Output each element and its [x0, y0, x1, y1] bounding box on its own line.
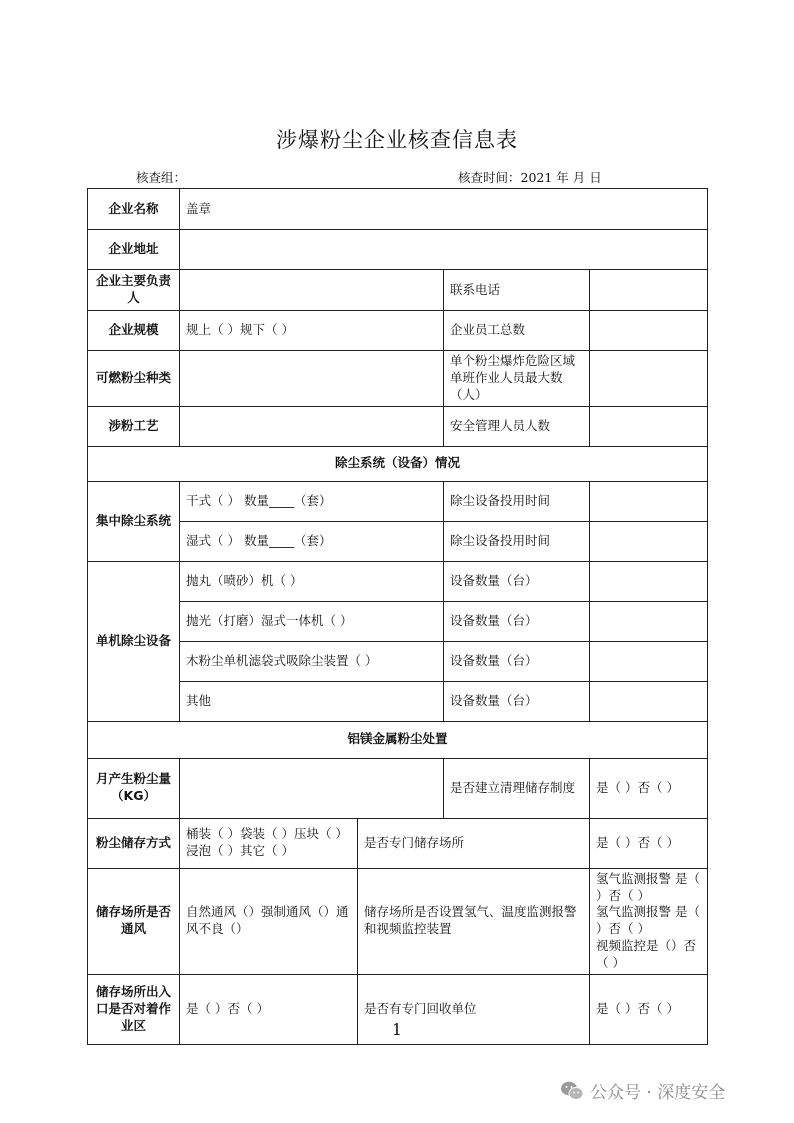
company-address-label: 企业地址	[88, 230, 180, 270]
recycling-unit-label: 是否有专门回收单位	[358, 974, 590, 1044]
single-equipment-label: 单机除尘设备	[88, 561, 180, 721]
central-system-label: 集中除尘系统	[88, 481, 180, 561]
form-title: 涉爆粉尘企业核查信息表	[276, 128, 518, 152]
inspection-group: 核查组：	[136, 170, 187, 185]
dust-type-label: 可燃粉尘种类	[88, 351, 180, 407]
company-address-value[interactable]	[180, 230, 708, 270]
single-count-value[interactable]	[590, 561, 708, 601]
table-row	[88, 561, 708, 601]
table-row	[88, 641, 708, 681]
safety-staff-value[interactable]	[590, 406, 708, 446]
table-row	[88, 446, 708, 481]
process-value[interactable]	[180, 406, 444, 446]
single-item-wood-dust[interactable]: 木粉尘单机滤袋式吸除尘装置（ ）	[180, 641, 444, 681]
central-dry-time-value[interactable]	[590, 481, 708, 521]
cleaning-system-answer[interactable]: 是（ ）否（ ）	[590, 758, 708, 818]
table-row	[88, 481, 708, 521]
central-dry-time-label: 除尘设备投用时间	[444, 481, 590, 521]
ventilation-label: 储存场所是否通风	[88, 868, 180, 974]
process-label: 涉粉工艺	[88, 406, 180, 446]
hydrogen-alarm-answer[interactable]: 氢气监测报警 是（ ）否（ ）	[596, 870, 700, 903]
employee-total-label: 企业员工总数	[444, 311, 590, 351]
monthly-dust-value[interactable]	[180, 758, 444, 818]
phone-label: 联系电话	[444, 270, 590, 311]
table-row	[88, 230, 708, 270]
single-item-polishing[interactable]: 抛光（打磨）湿式一体机（ ）	[180, 601, 444, 641]
watermark	[560, 1078, 725, 1103]
storage-method-options[interactable]: 桶装（ ）袋装（ ）压块（ ）浸泡（ ）其它（ ）	[180, 818, 358, 868]
monthly-dust-label: 月产生粉尘量（KG）	[88, 758, 180, 818]
dust-system-section-header: 除尘系统（设备）情况	[88, 446, 708, 481]
company-name-value[interactable]: 盖章	[180, 189, 708, 230]
metal-dust-section-header: 铝镁金属粉尘处置	[88, 721, 708, 758]
hydrogen-alarm-answer[interactable]: 氢气监测报警 是（ ）否（ ）	[596, 904, 700, 937]
table-row	[88, 406, 708, 446]
table-row	[88, 681, 708, 721]
scale-value[interactable]: 规上（ ）规下（ ）	[180, 311, 444, 351]
info-table	[87, 188, 708, 1045]
page-number: 1	[391, 1020, 403, 1039]
single-count-label: 设备数量（台）	[444, 561, 590, 601]
table-row	[88, 311, 708, 351]
single-item-other[interactable]: 其他	[180, 681, 444, 721]
table-row	[88, 601, 708, 641]
table-row	[88, 868, 708, 974]
wechat-icon	[560, 1080, 584, 1102]
dust-type-value[interactable]	[180, 351, 444, 407]
monitoring-label: 储存场所是否设置氢气、温度监测报警和视频监控装置	[358, 868, 590, 974]
watermark-text: 公众号 · 深度安全	[590, 1083, 726, 1103]
single-count-value[interactable]	[590, 601, 708, 641]
entrance-facing-answer[interactable]: 是（ ）否（ ）	[180, 974, 358, 1044]
video-monitor-answer[interactable]: 视频监控是（）否（ ）	[596, 938, 697, 970]
single-count-value[interactable]	[590, 641, 708, 681]
table-row	[88, 758, 708, 818]
table-row	[88, 351, 708, 407]
inspection-time: 核查时间：2021 年 月 日	[458, 170, 602, 185]
table-row	[88, 189, 708, 230]
single-count-label: 设备数量（台）	[444, 641, 590, 681]
table-row	[88, 721, 708, 758]
principal-value[interactable]	[180, 270, 444, 311]
max-workers-value[interactable]	[590, 351, 708, 407]
scale-label: 企业规模	[88, 311, 180, 351]
phone-value[interactable]	[590, 270, 708, 311]
single-item-shot-blasting[interactable]: 抛丸（喷砂）机（ ）	[180, 561, 444, 601]
entrance-facing-label: 储存场所出入口是否对着作业区	[88, 974, 180, 1044]
table-row	[88, 521, 708, 561]
employee-total-value[interactable]	[590, 311, 708, 351]
safety-staff-label: 安全管理人员人数	[444, 406, 590, 446]
single-count-label: 设备数量（台）	[444, 601, 590, 641]
dedicated-storage-answer[interactable]: 是（ ）否（ ）	[590, 818, 708, 868]
max-workers-label: 单个粉尘爆炸危险区域单班作业人员最大数（人）	[444, 351, 590, 407]
dedicated-storage-label: 是否专门储存场所	[358, 818, 590, 868]
central-dry-option[interactable]: 干式（ ） 数量____（套）	[180, 481, 444, 521]
central-wet-time-label: 除尘设备投用时间	[444, 521, 590, 561]
company-name-label: 企业名称	[88, 189, 180, 230]
ventilation-options[interactable]: 自然通风（）强制通风（）通风不良（）	[180, 868, 358, 974]
central-wet-time-value[interactable]	[590, 521, 708, 561]
table-row	[88, 818, 708, 868]
single-count-label: 设备数量（台）	[444, 681, 590, 721]
table-row	[88, 270, 708, 311]
principal-label: 企业主要负责人	[88, 270, 180, 311]
cleaning-system-label: 是否建立清理储存制度	[444, 758, 590, 818]
central-wet-option[interactable]: 湿式（ ） 数量____（套）	[180, 521, 444, 561]
single-count-value[interactable]	[590, 681, 708, 721]
monitoring-answers[interactable]	[590, 868, 708, 974]
recycling-unit-answer[interactable]: 是（ ）否（ ）	[590, 974, 708, 1044]
storage-method-label: 粉尘储存方式	[88, 818, 180, 868]
